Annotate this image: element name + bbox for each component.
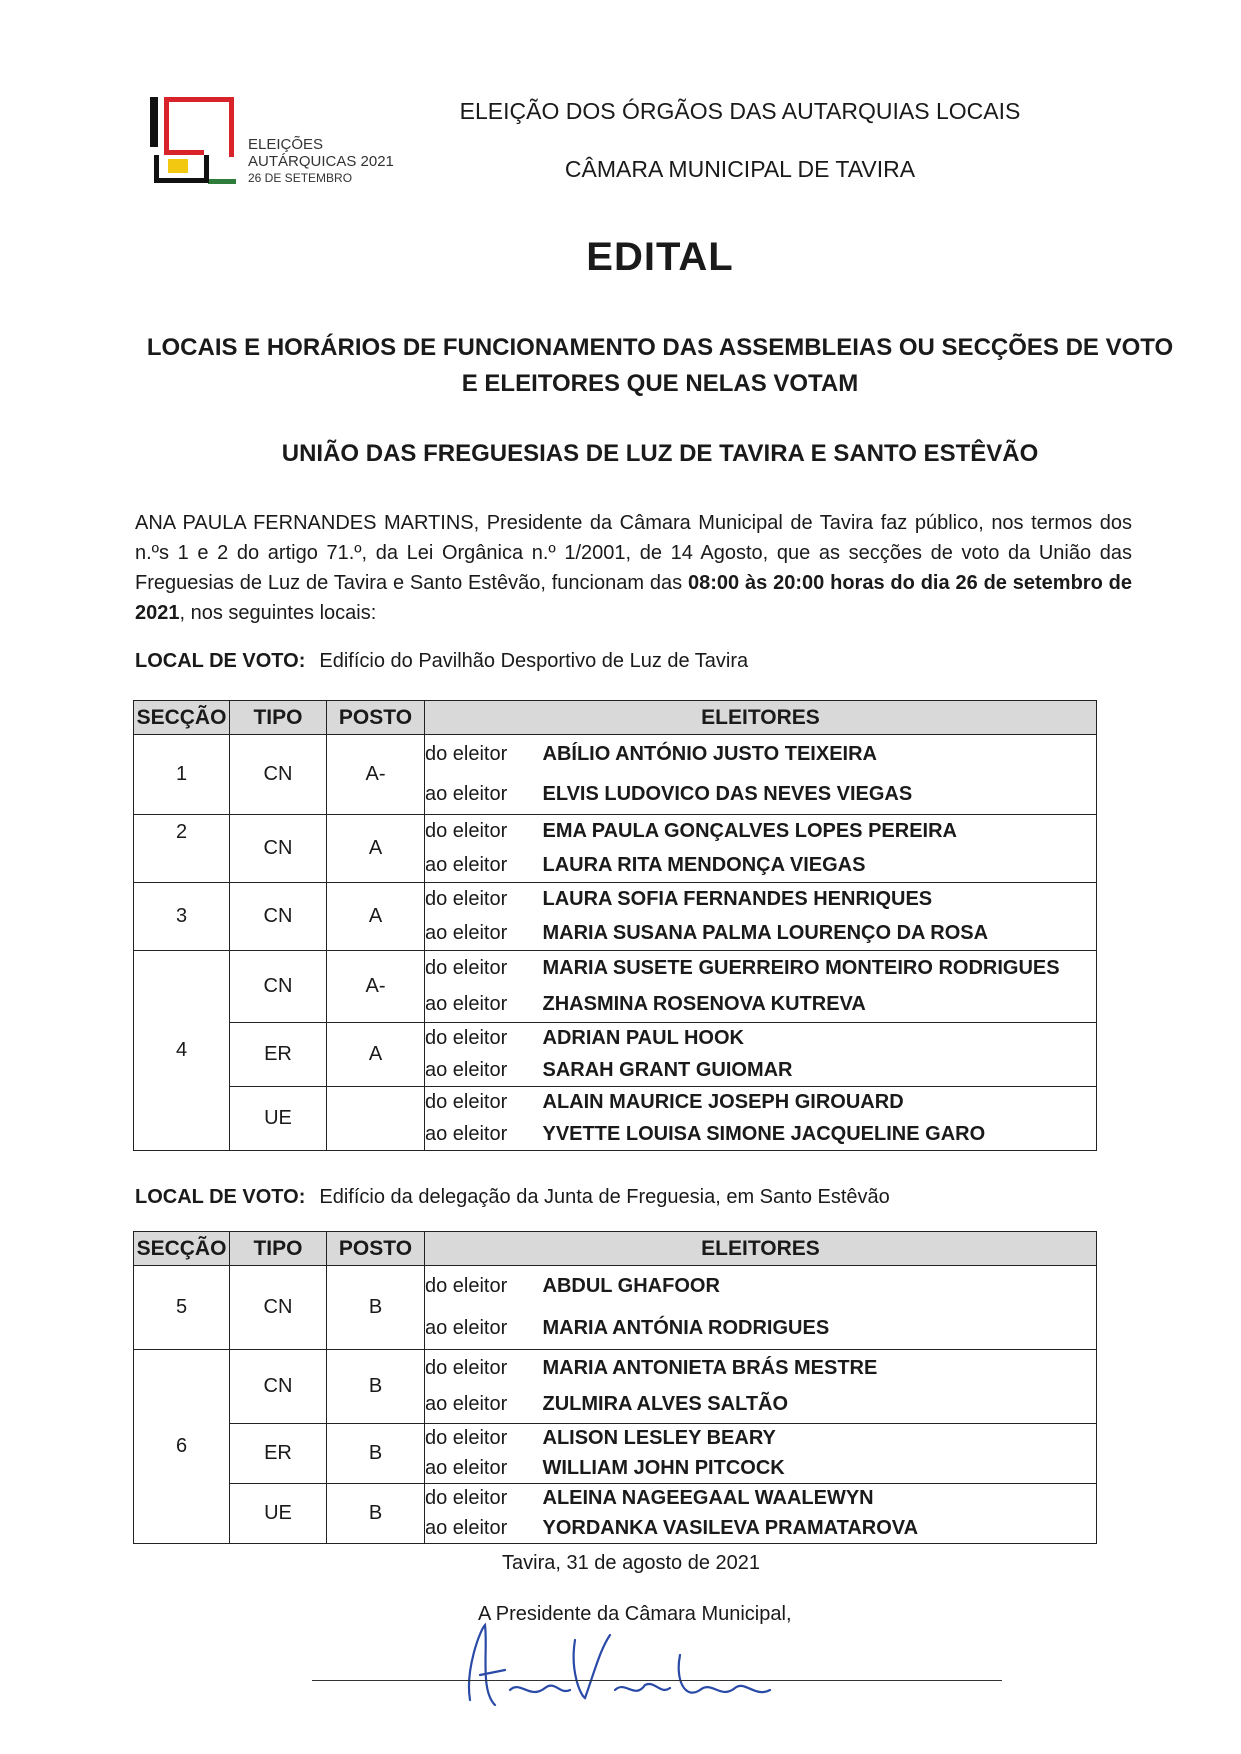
voting-sections-table — [133, 1231, 1097, 1544]
seccao-cell: 2 — [134, 815, 230, 883]
tipo-cell: UE — [230, 1087, 327, 1151]
document-type: EDITAL — [586, 235, 734, 279]
elections-logo — [148, 95, 238, 195]
polling-place-label: LOCAL DE VOTO: — [135, 650, 306, 672]
posto-cell: B — [327, 1266, 425, 1350]
from-label: do eleitor — [425, 1087, 543, 1119]
from-label: do eleitor — [425, 883, 543, 917]
from-label: do eleitor — [425, 1484, 543, 1514]
polling-place-name: Edifício do Pavilhão Desportivo de Luz de Tavira — [319, 650, 749, 672]
seccao-cell: 4 — [134, 951, 230, 1151]
polling-place-2 — [135, 1186, 890, 1209]
logo-line-2: AUTÁRQUICAS 2021 — [248, 153, 394, 170]
from-voter: ALAIN MAURICE JOSEPH GIROUARD — [543, 1087, 1097, 1119]
tipo-cell: CN — [230, 815, 327, 883]
from-label: do eleitor — [425, 1023, 543, 1055]
table-row — [134, 883, 1097, 917]
to-voter: MARIA ANTÓNIA RODRIGUES — [543, 1308, 1097, 1350]
to-voter: WILLIAM JOHN PITCOCK — [543, 1454, 1097, 1484]
posto-cell: A — [327, 1023, 425, 1087]
parish-title: UNIÃO DAS FREGUESIAS DE LUZ DE TAVIRA E SANTO ESTÊVÃO — [281, 440, 1039, 467]
from-voter: ALEINA NAGEEGAAL WAALEWYN — [543, 1484, 1097, 1514]
to-voter: LAURA RITA MENDONÇA VIEGAS — [543, 849, 1097, 883]
signatory-role: A Presidente da Câmara Municipal, — [478, 1603, 792, 1625]
to-label: ao eleitor — [425, 775, 543, 815]
table-row — [134, 815, 1097, 849]
table-row — [134, 1087, 1097, 1119]
seccao-cell: 6 — [134, 1350, 230, 1544]
polling-place-name: Edifício da delegação da Junta de Freguesia, em Santo Estêvão — [319, 1186, 890, 1208]
logo-line-3: 26 DE SETEMBRO — [248, 171, 353, 185]
from-label: do eleitor — [425, 735, 543, 775]
logo-line-1: ELEIÇÕES — [248, 136, 324, 153]
to-voter: ZHASMINA ROSENOVA KUTREVA — [543, 987, 1097, 1023]
place-and-date: Tavira, 31 de agosto de 2021 — [502, 1552, 760, 1574]
from-voter: MARIA SUSETE GUERREIRO MONTEIRO RODRIGUES — [543, 951, 1097, 987]
to-label: ao eleitor — [425, 917, 543, 951]
tipo-cell: ER — [230, 1023, 327, 1087]
table-row — [134, 1023, 1097, 1055]
from-label: do eleitor — [425, 1350, 543, 1387]
from-label: do eleitor — [425, 951, 543, 987]
intro-text: ANA PAULA FERNANDES MARTINS, Presidente da Câmara Municipal de Tavira faz público, nos termos dos n.ºs 1 e 2 do artigo 71.º, da Lei Orgânica n.º 1/2001, de 14 Agosto, que as secções de voto da União das Freguesias de Luz de Tavira e Santo Estêvão, funcionam das — [135, 512, 1132, 594]
col-tipo: TIPO — [230, 1232, 327, 1266]
from-voter: EMA PAULA GONÇALVES LOPES PEREIRA — [543, 815, 1097, 849]
to-voter: MARIA SUSANA PALMA LOURENÇO DA ROSA — [543, 917, 1097, 951]
from-voter: ABDUL GHAFOOR — [543, 1266, 1097, 1308]
table-row — [134, 951, 1097, 987]
col-seccao: SECÇÃO — [134, 701, 230, 735]
voting-sections-table — [133, 700, 1097, 1151]
polling-place-label: LOCAL DE VOTO: — [135, 1186, 306, 1208]
handwritten-signature — [450, 1610, 790, 1720]
to-voter: YORDANKA VASILEVA PRAMATAROVA — [543, 1514, 1097, 1544]
table-header-row — [134, 701, 1097, 735]
table-row — [134, 735, 1097, 775]
posto-cell: A — [327, 883, 425, 951]
posto-cell: A — [327, 815, 425, 883]
intro-schedule: 08:00 às 20:00 horas do dia 26 de setembro de 2021 — [135, 572, 1133, 624]
signature-line — [312, 1680, 1002, 1681]
col-posto: POSTO — [327, 1232, 425, 1266]
from-label: do eleitor — [425, 815, 543, 849]
table-row — [134, 1350, 1097, 1387]
col-posto: POSTO — [327, 701, 425, 735]
election-title: ELEIÇÃO DOS ÓRGÃOS DAS AUTARQUIAS LOCAIS — [459, 98, 1021, 124]
from-voter: ABÍLIO ANTÓNIO JUSTO TEIXEIRA — [543, 735, 1097, 775]
to-label: ao eleitor — [425, 1514, 543, 1544]
posto-cell: A- — [327, 735, 425, 815]
to-label: ao eleitor — [425, 1308, 543, 1350]
to-label: ao eleitor — [425, 987, 543, 1023]
to-label: ao eleitor — [425, 1454, 543, 1484]
col-seccao: SECÇÃO — [134, 1232, 230, 1266]
table-header-row — [134, 1232, 1097, 1266]
to-label: ao eleitor — [425, 1055, 543, 1087]
table-row — [134, 1424, 1097, 1454]
to-voter: ZULMIRA ALVES SALTÃO — [543, 1387, 1097, 1424]
col-eleitores: ELEITORES — [425, 701, 1097, 735]
to-label: ao eleitor — [425, 1119, 543, 1151]
to-label: ao eleitor — [425, 849, 543, 883]
municipality-name: CÂMARA MUNICIPAL DE TAVIRA — [564, 156, 916, 182]
to-voter: SARAH GRANT GUIOMAR — [543, 1055, 1097, 1087]
document-title: LOCAIS E HORÁRIOS DE FUNCIONAMENTO DAS ASSEMBLEIAS OU SECÇÕES DE VOTO E ELEITORES QUE NELAS VOTAM — [146, 334, 1174, 397]
tipo-cell: CN — [230, 1350, 327, 1424]
from-label: do eleitor — [425, 1424, 543, 1454]
intro-paragraph — [135, 508, 1132, 628]
tipo-cell: CN — [230, 735, 327, 815]
posto-cell: A- — [327, 951, 425, 1023]
intro-end: , nos seguintes locais: — [179, 602, 377, 624]
to-label: ao eleitor — [425, 1387, 543, 1424]
from-voter: MARIA ANTONIETA BRÁS MESTRE — [543, 1350, 1097, 1387]
polling-place-1 — [135, 650, 748, 673]
logo-text — [248, 136, 394, 187]
tipo-cell: UE — [230, 1484, 327, 1544]
table-row — [134, 1266, 1097, 1308]
posto-cell: B — [327, 1350, 425, 1424]
seccao-cell: 1 — [134, 735, 230, 815]
tipo-cell: CN — [230, 883, 327, 951]
from-voter: ALISON LESLEY BEARY — [543, 1424, 1097, 1454]
to-voter: ELVIS LUDOVICO DAS NEVES VIEGAS — [543, 775, 1097, 815]
table-row — [134, 1484, 1097, 1514]
tipo-cell: CN — [230, 951, 327, 1023]
col-tipo: TIPO — [230, 701, 327, 735]
tipo-cell: CN — [230, 1266, 327, 1350]
col-eleitores: ELEITORES — [425, 1232, 1097, 1266]
seccao-cell: 3 — [134, 883, 230, 951]
posto-cell: B — [327, 1424, 425, 1484]
from-label: do eleitor — [425, 1266, 543, 1308]
posto-cell: B — [327, 1484, 425, 1544]
from-voter: LAURA SOFIA FERNANDES HENRIQUES — [543, 883, 1097, 917]
posto-cell — [327, 1087, 425, 1151]
to-voter: YVETTE LOUISA SIMONE JACQUELINE GARO — [543, 1119, 1097, 1151]
tipo-cell: ER — [230, 1424, 327, 1484]
seccao-cell: 5 — [134, 1266, 230, 1350]
from-voter: ADRIAN PAUL HOOK — [543, 1023, 1097, 1055]
